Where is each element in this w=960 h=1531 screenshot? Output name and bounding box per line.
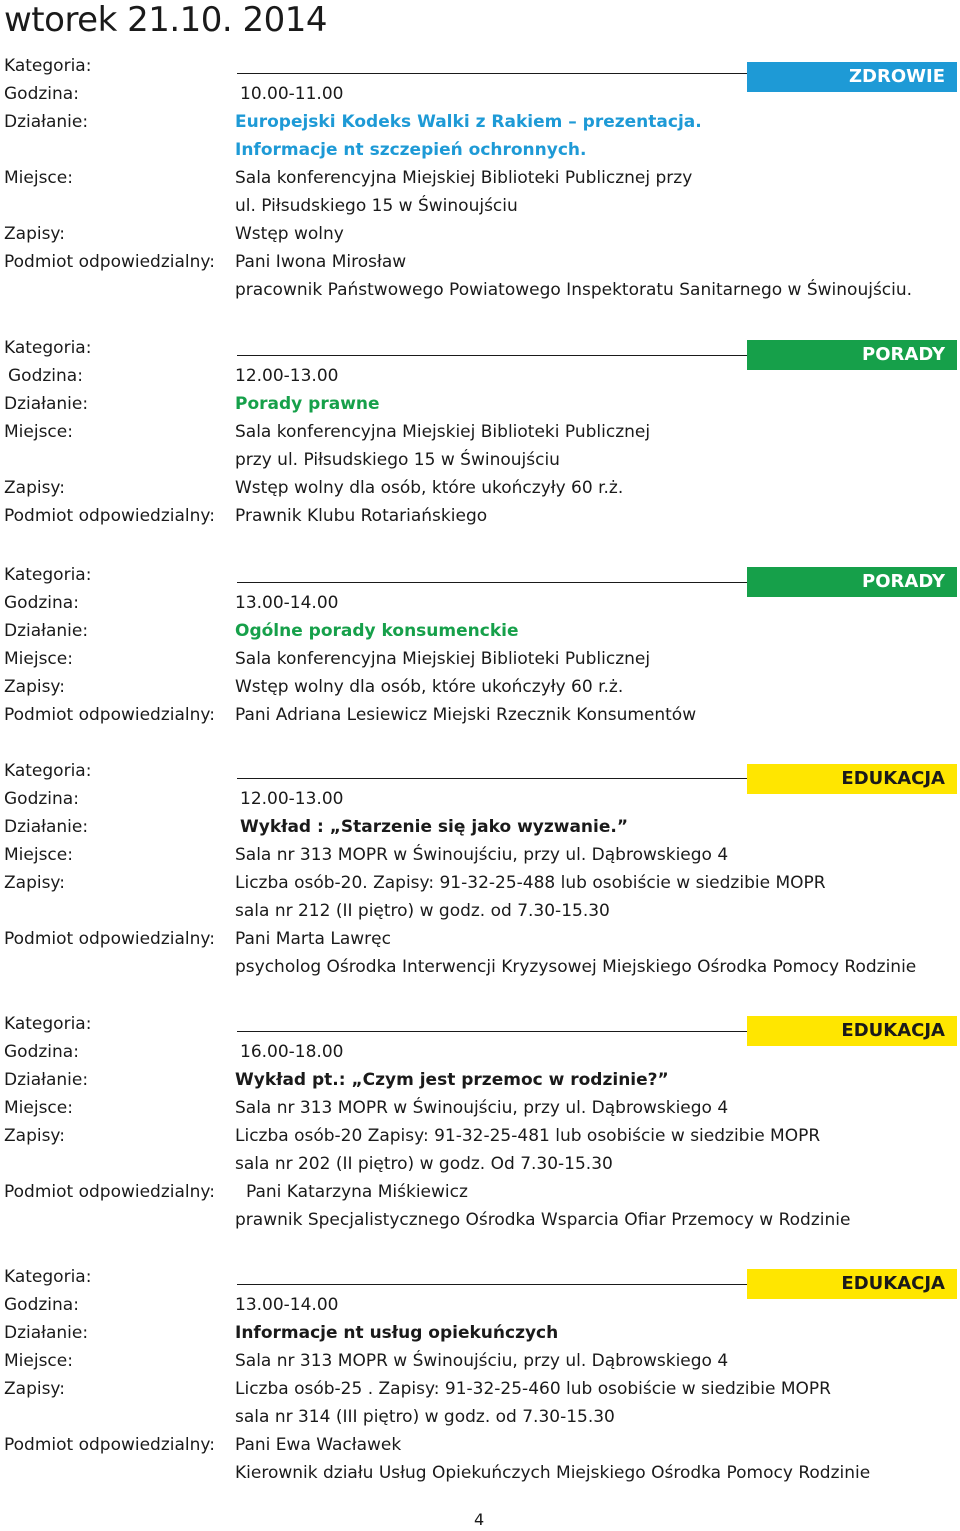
event-signup: sala nr 212 (II piętro) w godz. od 7.30-15.30 — [235, 901, 610, 921]
event-title: Europejski Kodeks Walki z Rakiem – prezentacja. — [235, 112, 702, 132]
label-podmiot: Podmiot odpowiedzialny: — [4, 252, 215, 272]
category-badge: PORADY — [747, 567, 957, 597]
category-rule — [237, 355, 747, 356]
category-rule — [237, 1284, 747, 1285]
category-rule — [237, 1031, 747, 1032]
event-responsible: Pani Ewa Wacławek — [235, 1435, 402, 1455]
category-badge: EDUKACJA — [747, 1016, 957, 1046]
label-zapisy: Zapisy: — [4, 1126, 65, 1146]
label-kategoria: Kategoria: — [4, 761, 92, 781]
event-signup: sala nr 314 (III piętro) w godz. od 7.30-15.30 — [235, 1407, 615, 1427]
event-signup: Wstęp wolny dla osób, które ukończyły 60 r.ż. — [235, 478, 624, 498]
label-kategoria: Kategoria: — [4, 1267, 92, 1287]
category-badge: ZDROWIE — [747, 62, 957, 92]
label-dzialanie: Działanie: — [4, 1070, 89, 1090]
event-signup: sala nr 202 (II piętro) w godz. Od 7.30-15.30 — [235, 1154, 613, 1174]
event-signup: Liczba osób-20. Zapisy: 91-32-25-488 lub osobiście w siedzibie MOPR — [235, 873, 826, 893]
event-place: Sala nr 313 MOPR w Świnoujściu, przy ul. Dąbrowskiego 4 — [235, 1351, 729, 1371]
label-dzialanie: Działanie: — [4, 112, 89, 132]
label-dzialanie: Działanie: — [4, 817, 89, 837]
event-responsible: Pani Adriana Lesiewicz Miejski Rzecznik Konsumentów — [235, 705, 697, 725]
label-godzina: Godzina: — [4, 789, 79, 809]
event-responsible: psycholog Ośrodka Interwencji Kryzysowej Miejskiego Ośrodka Pomocy Rodzinie — [235, 957, 917, 977]
label-kategoria: Kategoria: — [4, 56, 92, 76]
label-miejsce: Miejsce: — [4, 1351, 73, 1371]
label-godzina: Godzina: — [4, 84, 79, 104]
event-title: Ogólne porady konsumenckie — [235, 621, 519, 641]
event-place: Sala konferencyjna Miejskiej Biblioteki Publicznej — [235, 422, 651, 442]
event-place: Sala nr 313 MOPR w Świnoujściu, przy ul. Dąbrowskiego 4 — [235, 845, 729, 865]
category-rule — [237, 73, 747, 74]
label-miejsce: Miejsce: — [4, 845, 73, 865]
label-miejsce: Miejsce: — [4, 168, 73, 188]
label-dzialanie: Działanie: — [4, 1323, 89, 1343]
category-badge: EDUKACJA — [747, 764, 957, 794]
event-time: 10.00-11.00 — [240, 84, 344, 104]
event-time: 12.00-13.00 — [240, 789, 344, 809]
label-podmiot: Podmiot odpowiedzialny: — [4, 705, 215, 725]
event-title: Wykład : „Starzenie się jako wyzwanie.” — [240, 817, 629, 837]
label-zapisy: Zapisy: — [4, 224, 65, 244]
event-title: Wykład pt.: „Czym jest przemoc w rodzinie?” — [235, 1070, 669, 1090]
event-responsible: Pani Katarzyna Miśkiewicz — [246, 1182, 468, 1202]
label-podmiot: Podmiot odpowiedzialny: — [4, 1435, 215, 1455]
page-number: 4 — [474, 1510, 485, 1529]
label-godzina: Godzina: — [8, 366, 83, 386]
page-title: wtorek 21.10. 2014 — [4, 0, 328, 40]
label-miejsce: Miejsce: — [4, 649, 73, 669]
event-time: 13.00-14.00 — [235, 1295, 339, 1315]
label-kategoria: Kategoria: — [4, 565, 92, 585]
label-podmiot: Podmiot odpowiedzialny: — [4, 929, 215, 949]
label-zapisy: Zapisy: — [4, 478, 65, 498]
label-zapisy: Zapisy: — [4, 873, 65, 893]
event-time: 12.00-13.00 — [235, 366, 339, 386]
event-title: Informacje nt usług opiekuńczych — [235, 1323, 559, 1343]
category-rule — [237, 582, 747, 583]
event-responsible: Pani Iwona Mirosław — [235, 252, 407, 272]
label-miejsce: Miejsce: — [4, 1098, 73, 1118]
label-godzina: Godzina: — [4, 1042, 79, 1062]
event-responsible: Kierownik działu Usług Opiekuńczych Miejskiego Ośrodka Pomocy Rodzinie — [235, 1463, 871, 1483]
event-place: Sala konferencyjna Miejskiej Biblioteki Publicznej przy — [235, 168, 693, 188]
event-place: Sala nr 313 MOPR w Świnoujściu, przy ul. Dąbrowskiego 4 — [235, 1098, 729, 1118]
label-kategoria: Kategoria: — [4, 338, 92, 358]
event-time: 13.00-14.00 — [235, 593, 339, 613]
event-responsible: Prawnik Klubu Rotariańskiego — [235, 506, 488, 526]
label-godzina: Godzina: — [4, 1295, 79, 1315]
label-podmiot: Podmiot odpowiedzialny: — [4, 1182, 215, 1202]
event-signup: Wstęp wolny dla osób, które ukończyły 60 r.ż. — [235, 677, 624, 697]
event-time: 16.00-18.00 — [240, 1042, 344, 1062]
event-title: Porady prawne — [235, 394, 380, 414]
event-place: przy ul. Piłsudskiego 15 w Świnoujściu — [235, 450, 560, 470]
label-zapisy: Zapisy: — [4, 1379, 65, 1399]
category-badge: EDUKACJA — [747, 1269, 957, 1299]
event-signup: Liczba osób-25 . Zapisy: 91-32-25-460 lub osobiście w siedzibie MOPR — [235, 1379, 831, 1399]
event-place: ul. Piłsudskiego 15 w Świnoujściu — [235, 196, 518, 216]
label-dzialanie: Działanie: — [4, 394, 89, 414]
label-zapisy: Zapisy: — [4, 677, 65, 697]
event-signup: Wstęp wolny — [235, 224, 344, 244]
label-miejsce: Miejsce: — [4, 422, 73, 442]
event-place: Sala konferencyjna Miejskiej Biblioteki Publicznej — [235, 649, 651, 669]
event-signup: Liczba osób-20 Zapisy: 91-32-25-481 lub osobiście w siedzibie MOPR — [235, 1126, 821, 1146]
event-responsible: pracownik Państwowego Powiatowego Inspektoratu Sanitarnego w Świnoujściu. — [235, 280, 913, 300]
event-responsible: Pani Marta Lawręc — [235, 929, 391, 949]
event-responsible: prawnik Specjalistycznego Ośrodka Wsparcia Ofiar Przemocy w Rodzinie — [235, 1210, 851, 1230]
label-godzina: Godzina: — [4, 593, 79, 613]
label-dzialanie: Działanie: — [4, 621, 89, 641]
event-title: Informacje nt szczepień ochronnych. — [235, 140, 587, 160]
category-badge: PORADY — [747, 340, 957, 370]
category-rule — [237, 778, 747, 779]
label-podmiot: Podmiot odpowiedzialny: — [4, 506, 215, 526]
label-kategoria: Kategoria: — [4, 1014, 92, 1034]
